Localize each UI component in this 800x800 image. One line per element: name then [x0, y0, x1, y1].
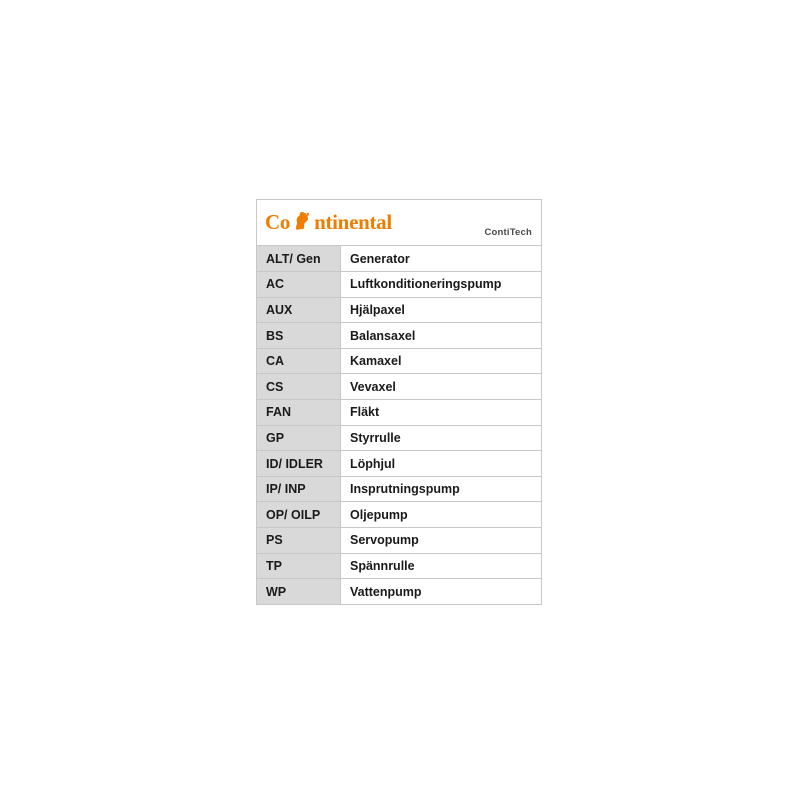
abbreviation-description: Kamaxel	[341, 348, 542, 374]
abbreviation-code: GP	[257, 425, 341, 451]
abbreviation-code: CA	[257, 348, 341, 374]
brand-wordmark: ntinental	[314, 210, 392, 234]
abbreviation-description: Löphjul	[341, 451, 542, 477]
abbreviation-description: Vevaxel	[341, 374, 542, 400]
abbreviation-code: TP	[257, 553, 341, 579]
abbreviation-code: FAN	[257, 400, 341, 426]
abbreviation-code: WP	[257, 579, 341, 605]
table-row	[257, 272, 541, 298]
abbreviation-description: Generator	[341, 246, 542, 272]
table-row	[257, 348, 541, 374]
abbreviation-code: ID/ IDLER	[257, 451, 341, 477]
abbreviation-description: Servopump	[341, 528, 542, 554]
abbreviation-legend-card	[256, 199, 542, 605]
table-row	[257, 553, 541, 579]
table-row	[257, 297, 541, 323]
horse-icon	[292, 209, 312, 231]
table-row	[257, 528, 541, 554]
table-row	[257, 400, 541, 426]
table-row	[257, 374, 541, 400]
abbreviation-code: IP/ INP	[257, 476, 341, 502]
abbreviation-code: OP/ OILP	[257, 502, 341, 528]
brand-header	[257, 200, 541, 246]
abbreviation-description: Oljepump	[341, 502, 542, 528]
abbreviation-code: PS	[257, 528, 341, 554]
table-row	[257, 579, 541, 605]
abbreviation-description: Spännrulle	[341, 553, 542, 579]
abbreviation-description: Vattenpump	[341, 579, 542, 605]
abbreviation-description: Hjälpaxel	[341, 297, 542, 323]
brand-wordmark-initial: Co	[265, 210, 291, 234]
table-row	[257, 502, 541, 528]
abbreviation-description: Insprutningspump	[341, 476, 542, 502]
abbreviation-table-body	[257, 246, 541, 604]
table-row	[257, 476, 541, 502]
sub-brand-label: ContiTech	[484, 227, 532, 238]
table-row	[257, 425, 541, 451]
table-row	[257, 451, 541, 477]
abbreviation-description: Fläkt	[341, 400, 542, 426]
continental-logo	[265, 212, 392, 234]
table-row	[257, 246, 541, 272]
abbreviation-description: Luftkonditioneringspump	[341, 272, 542, 298]
abbreviation-code: AUX	[257, 297, 341, 323]
abbreviation-code: AC	[257, 272, 341, 298]
abbreviation-code: BS	[257, 323, 341, 349]
abbreviation-code: CS	[257, 374, 341, 400]
abbreviation-description: Balansaxel	[341, 323, 542, 349]
abbreviation-table	[257, 246, 541, 604]
table-row	[257, 323, 541, 349]
abbreviation-description: Styrrulle	[341, 425, 542, 451]
abbreviation-code: ALT/ Gen	[257, 246, 341, 272]
